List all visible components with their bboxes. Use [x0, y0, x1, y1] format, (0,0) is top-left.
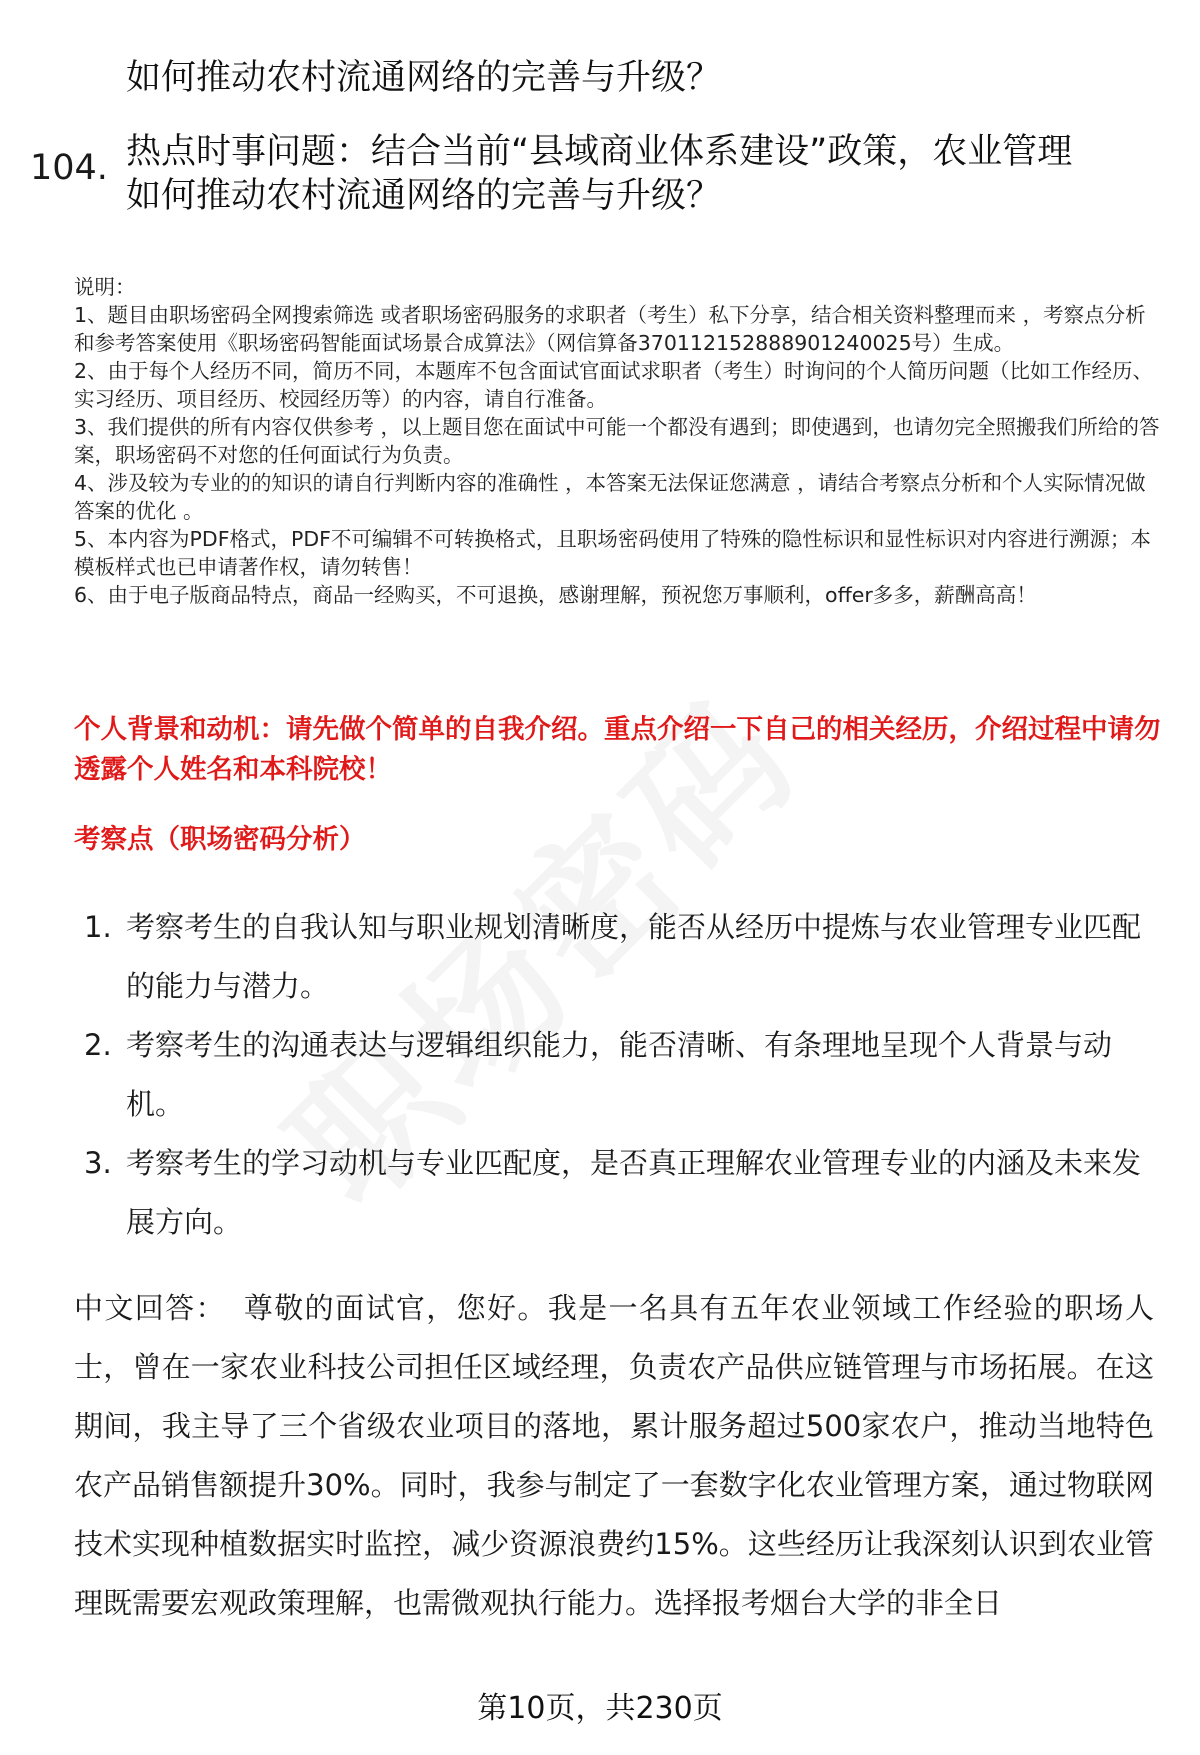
list-marker: 2. — [84, 1028, 112, 1062]
analysis-points-title: 考察点（职场密码分析） — [74, 824, 366, 855]
note-item: 2、由于每个人经历不同，简历不同，本题库不包含面试官面试求职者（考生）时询问的个人简历问题（比如工作经历、实习经历、项目经历、校园经历等）的内容，请自行准备。 — [74, 359, 1154, 411]
answer-text: 尊敬的面试官，您好。我是一名具有五年农业领域工作经验的职场人士，曾在一家农业科技公司担任区域经理，负责农产品供应链管理与市场拓展。在这期间，我主导了三个省级农业项目的落地，累计服务超过500家农户，推动当地特色农产品销售额提升30%。同时，我参与制定了一套数字化农业管理方案，通过物联网技术实现种植数据实时监控，减少资源浪费约15%。这些经历让我深刻认识到农业管理既需要宏观政策理解，也需微观执行能力。选择报考烟台大学的非全日 — [74, 1291, 1154, 1620]
note-item: 5、本内容为PDF格式，PDF不可编辑不可转换格式，且职场密码使用了特殊的隐性标识和显性标识对内容进行溯源；本模板样式也已申请著作权，请勿转售！ — [74, 527, 1151, 579]
question-title-line-2: 如何推动农村流通网络的完善与升级？ — [126, 176, 722, 216]
note-item: 4、涉及较为专业的的知识的请自行判断内容的准确性 ，本答案无法保证您满意 ，请结合考察点分析和个人实际情况做答案的优化 。 — [74, 471, 1146, 523]
list-marker: 1. — [84, 910, 112, 944]
analysis-points-list — [74, 898, 1164, 1252]
list-marker: 3. — [84, 1146, 112, 1180]
list-item — [74, 898, 1164, 1016]
notes-title: 说明： — [74, 275, 136, 299]
list-item — [74, 1134, 1164, 1252]
note-item: 3、我们提供的所有内容仅供参考 ，以上题目您在面试中可能一个都没有遇到；即使遇到，也请勿完全照搬我们所给的答案，职场密码不对您的任何面试行为负责。 — [74, 415, 1160, 467]
page-footer: 第10页，共230页 — [477, 1691, 723, 1726]
list-item — [74, 1016, 1164, 1134]
question-title-line-1: 热点时事问题：结合当前“县域商业体系建设”政策，农业管理 — [126, 132, 1073, 172]
note-item: 1、题目由职场密码全网搜索筛选 或者职场密码服务的求职者（考生）私下分享，结合相关资料整理而来 ，考察点分析和参考答案使用《职场密码智能面试场景合成算法》（网信算备370112152888901240025号）生成。 — [74, 303, 1146, 355]
notes-block — [74, 273, 1164, 609]
list-item-text: 考察考生的学习动机与专业匹配度，是否真正理解农业管理专业的内涵及未来发展方向。 — [126, 1146, 1142, 1239]
continued-question-line: 如何推动农村流通网络的完善与升级？ — [126, 58, 722, 98]
list-item-text: 考察考生的沟通表达与逻辑组织能力，能否清晰、有条理地呈现个人背景与动机。 — [126, 1028, 1113, 1121]
question-number: 104. — [30, 148, 108, 188]
list-item-text: 考察考生的自我认知与职业规划清晰度，能否从经历中提炼与农业管理专业匹配的能力与潜力。 — [126, 910, 1142, 1003]
answer-paragraph — [74, 1279, 1154, 1633]
section-question-title: 个人背景和动机：请先做个简单的自我介绍。重点介绍一下自己的相关经历，介绍过程中请勿透露个人姓名和本科院校！ — [74, 714, 1161, 785]
note-item: 6、由于电子版商品特点，商品一经购买，不可退换，感谢理解，预祝您万事顺利，offer多多，薪酬高高！ — [74, 583, 1037, 607]
answer-label: 中文回答： — [74, 1291, 226, 1325]
